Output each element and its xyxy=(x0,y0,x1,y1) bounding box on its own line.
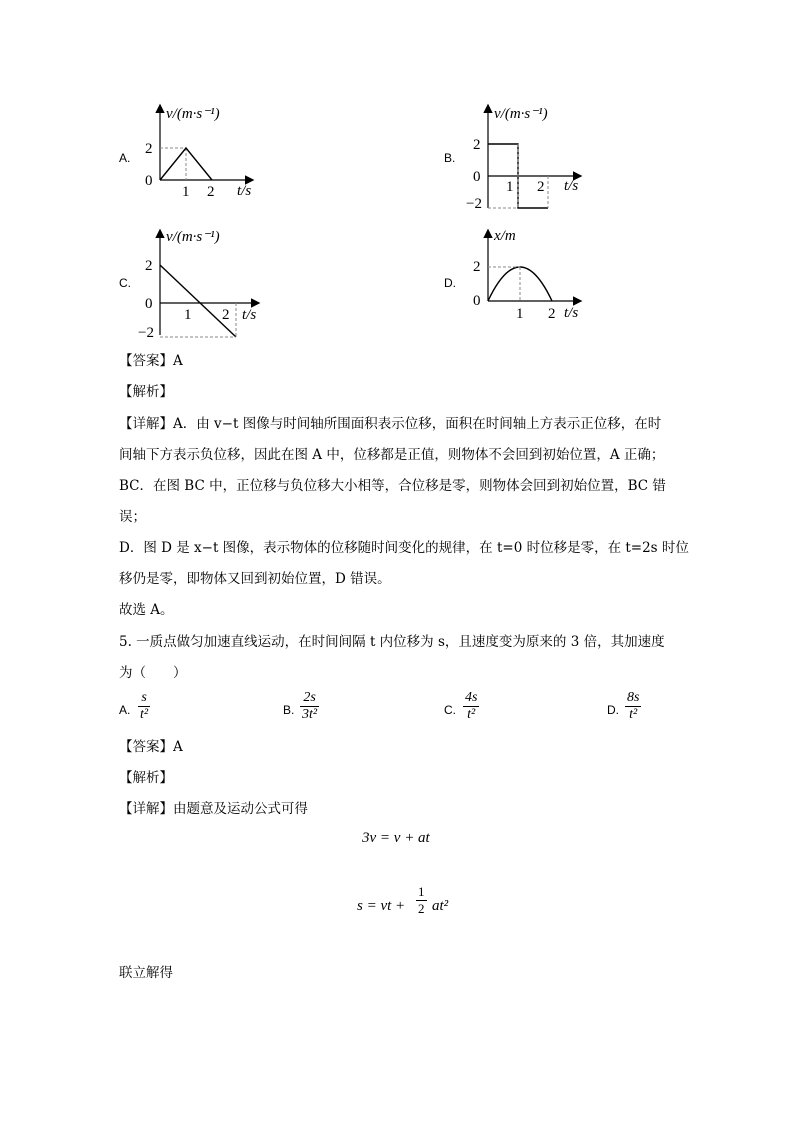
x-axis-label: t/s xyxy=(237,183,252,199)
denominator: 3t² xyxy=(302,707,318,722)
q4-detail-line-3: BC．在图 BC 中，正位移与负位移大小相等，合位移是零，则物体会回到初始位置，BC 错 xyxy=(119,478,666,494)
option-a-label: A. xyxy=(119,151,131,165)
x-tick-1: 1 xyxy=(516,306,524,322)
denominator: t² xyxy=(629,707,638,722)
x-axis-label: t/s xyxy=(242,307,257,323)
y-axis-label: v/(m·s⁻¹) xyxy=(166,229,220,245)
x-axis-label: t/s xyxy=(564,178,579,194)
equation-2-right: at² xyxy=(432,898,449,914)
x-tick-1: 1 xyxy=(184,307,192,323)
x-axis-label: t/s xyxy=(564,305,579,321)
numerator: s xyxy=(141,690,147,705)
x-tick-2: 2 xyxy=(537,179,545,195)
graph-a xyxy=(140,100,270,214)
q5-combine: 联立解得 xyxy=(119,965,173,981)
y-tick: 2 xyxy=(473,259,481,275)
numerator: 1 xyxy=(418,884,425,899)
x-tick-1: 1 xyxy=(182,184,190,200)
graph-c xyxy=(140,225,270,344)
denominator: 2 xyxy=(418,901,425,916)
q5-option-b-label: B. xyxy=(283,703,295,717)
graph-b xyxy=(468,100,598,219)
q4-detail-line-5: D．图 D 是 x−t 图像，表示物体的位移随时间变化的规律，在 t=0 时位移是零，在 t=2s 时位 xyxy=(119,540,689,556)
numerator: 4s xyxy=(465,690,478,705)
q5-option-a-fraction xyxy=(138,690,150,723)
origin-label: 0 xyxy=(473,169,481,185)
numerator: 8s xyxy=(627,690,640,705)
q4-detail-line-4: 误； xyxy=(119,509,146,525)
q5-option-d-label: D. xyxy=(607,703,619,717)
q4-detail-line-1: 【详解】A．由 v−t 图像与时间轴所围面积表示位移，面积在时间轴上方表示正位移，在时 xyxy=(119,416,662,432)
q4-conclusion: 故选 A。 xyxy=(119,602,174,618)
denominator: t² xyxy=(467,707,476,722)
q5-option-a-label: A. xyxy=(119,703,131,717)
option-c-label: C. xyxy=(119,276,131,290)
q5-detail: 【详解】由题意及运动公式可得 xyxy=(119,801,308,817)
option-b-label: B. xyxy=(444,151,456,165)
origin-label: 0 xyxy=(145,296,153,312)
y-axis-label: v/(m·s⁻¹) xyxy=(494,106,548,122)
y-tick: 2 xyxy=(145,141,153,157)
q5-option-b-fraction xyxy=(300,690,319,723)
q5-stem-line-2: 为（ ） xyxy=(119,665,187,681)
q5-answer: 【答案】A xyxy=(119,739,183,755)
y-tick-bottom: −2 xyxy=(466,196,482,212)
graph-d xyxy=(468,225,598,329)
x-tick-2: 2 xyxy=(207,184,215,200)
q5-option-c-fraction xyxy=(463,690,479,723)
q5-stem-line-1: 5. 一质点做匀加速直线运动，在时间间隔 t 内位移为 s，且速度变为原来的 3 倍，其加速度 xyxy=(119,634,665,650)
equation-2-fraction xyxy=(416,884,427,917)
x-tick-2: 2 xyxy=(548,306,556,322)
q5-option-d-fraction xyxy=(625,690,641,723)
origin-label: 0 xyxy=(145,173,153,189)
velocity-curve xyxy=(160,265,236,337)
q5-option-c-label: C. xyxy=(444,703,456,717)
q4-answer: 【答案】A xyxy=(119,353,183,369)
q4-detail-line-6: 移仍是零，即物体又回到初始位置，D 错误。 xyxy=(119,571,391,587)
equation-2-left: s = vt + xyxy=(357,898,406,914)
origin-label: 0 xyxy=(473,293,481,309)
x-tick-2: 2 xyxy=(222,307,230,323)
y-tick-top: 2 xyxy=(145,258,153,274)
numerator: 2s xyxy=(303,690,316,705)
q4-analysis-heading: 【解析】 xyxy=(119,384,173,400)
q5-analysis-heading: 【解析】 xyxy=(119,770,173,786)
y-tick-top: 2 xyxy=(473,137,481,153)
y-axis-label: x/m xyxy=(494,228,516,244)
y-axis-label: v/(m·s⁻¹) xyxy=(166,106,220,122)
equation-1: 3v = v + at xyxy=(362,830,430,846)
q4-detail-line-2: 间轴下方表示负位移，因此在图 A 中，位移都是正值，则物体不会回到初始位置，A 正确； xyxy=(119,447,665,463)
x-tick-1: 1 xyxy=(506,179,514,195)
y-tick-bottom: −2 xyxy=(138,325,154,341)
option-d-label: D. xyxy=(444,276,456,290)
denominator: t² xyxy=(140,707,149,722)
